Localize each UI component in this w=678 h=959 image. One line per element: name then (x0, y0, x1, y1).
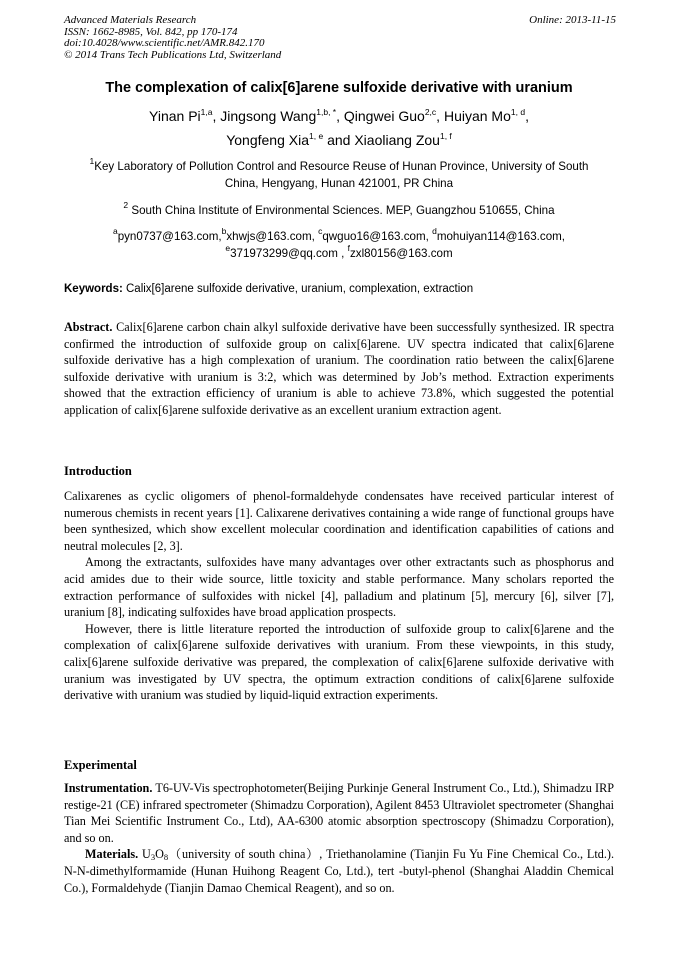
affiliation-1 (64, 158, 614, 192)
author-affiliation-mark: 2,c (424, 107, 437, 117)
email-link[interactable]: zxl80156@163.com (349, 247, 453, 260)
paper-title: The complexation of calix[6]arene sulfoxide derivative with uranium (105, 80, 573, 96)
keywords (64, 283, 616, 295)
affiliation-text: South China Institute of Environmental Sciences. MEP, Guangzhou 510655, China (131, 204, 555, 217)
paragraph (64, 846, 614, 896)
affiliation-text: China, Hengyang, Hunan 421001, PR China (224, 177, 454, 190)
email-mark: f (347, 243, 350, 253)
affiliation-2 (64, 202, 614, 219)
affiliation-number: 2 (123, 200, 129, 210)
author-name: Huiyan Mo (443, 108, 511, 124)
email-mark: e (225, 243, 231, 253)
introduction-heading: Introduction (64, 464, 132, 478)
email-mark: c (318, 226, 323, 236)
author-affiliation-mark: 1,a (200, 107, 213, 117)
author-affiliation-mark: 1, e (309, 131, 324, 141)
email-mark: b (221, 226, 227, 236)
author-name: Xiaoliang Zou (354, 132, 440, 148)
author-affiliation-mark: 1,b, * (316, 107, 337, 117)
keywords-text: Calix[6]arene sulfoxide derivative, uranium, complexation, extraction (126, 283, 474, 295)
paragraph: Among the extractants, sulfoxides have many advantages over other extractants such as phosphorus and acid amides due to their wide source, little toxicity and stable performance. Many scholars reported the extraction performance of sulfoxides with nickel [4], palladium and platinum [5], mercury [6], silver [7], uranium [8], indicating sulfoxides have broad application prospects. (64, 555, 614, 620)
author-affiliation-mark: 1, f (439, 131, 452, 141)
email-mark: a (112, 226, 118, 236)
author-emails (64, 228, 614, 262)
formula-element: U (142, 847, 151, 862)
online-date: Online: 2013-11-15 (529, 14, 616, 26)
materials-label: Materials. (85, 847, 139, 862)
author-list (64, 104, 614, 152)
experimental-heading: Experimental (64, 758, 137, 772)
author-affiliation-mark: 1, d (510, 107, 526, 117)
paragraph: However, there is little literature reported the introduction of sulfoxide group to calix[6]arene and the complexation of calix[6]arene sulfoxide derivatives with uranium. From these viewpoints, in this study, calix[6]arene sulfoxide derivative was prepared, the complexation of calix[6]arene sulfoxide derivative with uranium was investigated by UV spectra, the optimum extraction conditions of calix[6]arene sulfoxide derivative with uranium was studied by liquid-liquid extraction experiments. (64, 621, 614, 703)
formula-subscript: 3 (150, 852, 156, 863)
abstract-label: Abstract. (64, 320, 113, 334)
affiliation-number: 1 (89, 156, 95, 166)
author-name: Yinan Pi (149, 108, 201, 124)
materials-text: （university of south china）, Triethanolamine (Tianjin Fu Yu Fine Chemical Co., Ltd.). N-N-dimethylformamide (Hunan Huihong Reagent Co, Ltd.), tert -butyl-phenol (Shanghai Aladdin Chemical Co.), Formaldehyde (Tianjin Damao Chemical Reagent), and so on. (64, 847, 614, 895)
formula-element: O (155, 847, 164, 862)
copyright-line: © 2014 Trans Tech Publications Ltd, Switzerland (64, 48, 282, 61)
author-line-1: Yinan Pi$^{1,a}$, Jingsong Wang$^{1,b, *}$, Qingwei Guo$^{2,c}$, Huiyan Mo$^{1, d}$, (149, 107, 529, 124)
affiliation-text: Key Laboratory of Pollution Control and Resource Reuse of Hunan Province, University of South (94, 160, 589, 173)
author-name: Yongfeng Xia (226, 132, 310, 148)
abstract-text: Calix[6]arene carbon chain alkyl sulfoxide derivative have been successfully synthesized. IR spectra confirmed the introduction of sulfoxide group on calix[6]arene. UV spectra indicated that calix[6]arene sulfoxide derivative has a high complexation of uranium. The coordination ratio between the calix[6]arene sulfoxide derivative with uranium is 3:2, which was determined by Job’s method. Extraction experiments showed that the extraction efficiency of uranium is able to achieve 73.8%, which suggested the potential application of calix[6]arene sulfoxide derivative as an excellent uranium extraction agent. (64, 320, 615, 417)
author-conjunction: and (327, 132, 351, 148)
keywords-label: Keywords: (64, 283, 123, 295)
email-mark: d (432, 226, 437, 236)
paragraph (64, 780, 614, 846)
doi-line: doi:10.4028/www.scientific.net/AMR.842.170 (64, 37, 265, 49)
journal-header (64, 15, 616, 61)
instrumentation-label: Instrumentation. (64, 781, 153, 795)
abstract (64, 319, 614, 419)
email-link[interactable]: 371973299@qq.com , (230, 247, 345, 260)
formula-subscript: 8 (163, 852, 169, 863)
instrumentation-text: T6-UV-Vis spectrophotometer(Beijing Purkinje General Instrument Co., Ltd.), Shimadzu IRP restige-21 (CE) infrared spectrometer (Shimadzu Corporation), Agilent 8453 Ultraviolet spectrometer (Shanghai Tian Mei Scientific Instrument Co., Ltd), AA-6300 atomic absorption spectroscopy (Shimadzu Corporation), and so on. (64, 781, 615, 845)
author-name: Qingwei Guo (343, 108, 425, 124)
issn-line: ISSN: 1662-8985, Vol. 842, pp 170-174 (64, 25, 238, 38)
journal-name: Advanced Materials Research (64, 14, 197, 26)
author-name: Jingsong Wang (220, 108, 317, 124)
email-link[interactable]: qwguo16@163.com, (322, 230, 429, 243)
paragraph: Calixarenes as cyclic oligomers of phenol-formaldehyde condensates have received particular interest of numerous chemists in recent years [1]. Calixarene derivatives containing a wide range of functional groups have been synthesized, which show excellent molecular coordination and identification capabilities of cations and neutral molecules [2, 3]. (64, 489, 614, 553)
introduction-body (64, 488, 614, 704)
email-link[interactable]: xhwjs@163.com, (226, 230, 315, 243)
experimental-body (64, 780, 614, 896)
email-link[interactable]: pyn0737@163.com, (117, 230, 222, 243)
email-link[interactable]: mohuiyan114@163.com, (436, 230, 566, 243)
author-line-2 (64, 128, 614, 152)
